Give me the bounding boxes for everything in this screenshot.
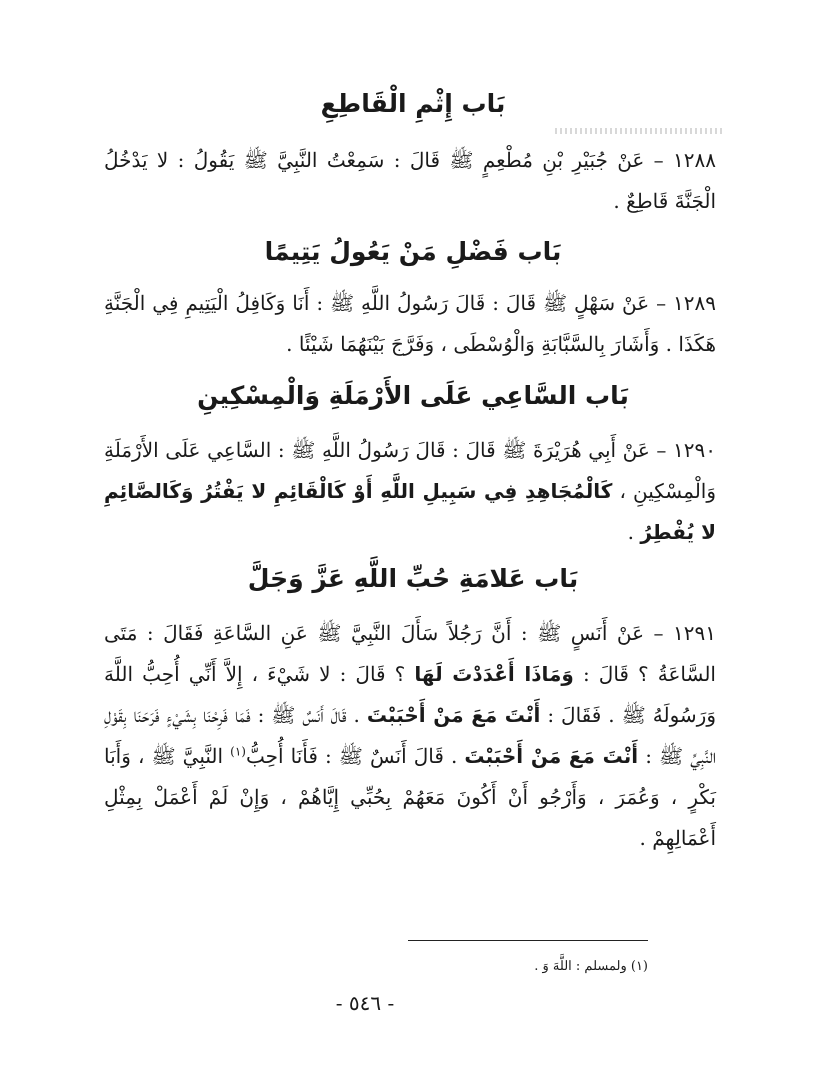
hadith-emphasis: كَالْمُجَاهِدِ فِي سَبِيلِ اللَّهِ أَوْ كَالْقَائِمِ لا يَفْتُرُ وَكَالصَّائِمِ لا يُفْطِرُ: [104, 479, 716, 544]
page-number: - ٥٤٦ -: [335, 991, 395, 1015]
hadith-emphasis: وَمَاذَا أَعْدَدْتَ لَهَا: [414, 662, 574, 686]
hadith-emphasis: أَنْتَ مَعَ مَنْ أَحْبَبْتَ: [366, 703, 541, 727]
chapter-heading-widow-helper: بَاب السَّاعِي عَلَى الأَرْمَلَةِ وَالْمِسْكِينِ: [197, 381, 629, 410]
hadith-text: ١٢٨٨ – عَنْ جُبَيْرِ بْنِ مُطْعِمٍ ﷺ قَالَ : سَمِعْتُ النَّبِيَّ ﷺ يَقُولُ : لا يَدْخُلُ الْجَنَّةَ قَاطِعٌ .: [104, 148, 716, 213]
hadith-text: ؟ قَالَ : لا شَيْءَ ، إِلاَّ أَنِّي أُحِبُّ اللَّهَ وَرَسُولَهُ ﷺ . فَقَالَ :: [104, 662, 716, 727]
hadith-1288: [104, 140, 716, 222]
hadith-text: . قَالَ أَنَسٌ ﷺ : فَمَا فَرِحْنَا بِشَيْءٍ فَرَحَنَا بِقَوْلِ النَّبِيِّ ﷺ :: [104, 703, 717, 768]
hadith-text: ١٢٨٩ – عَنْ سَهْلٍ ﷺ قَالَ : قَالَ رَسُولُ اللَّهِ ﷺ : أَنَا وَكَافِلُ الْيَتِيمِ فِي الْجَنَّةِ هَكَذَا . وَأَشَارَ بِالسَّبَّابَةِ وَالْوُسْطَى ، وَفَرَّجَ بَيْنَهُمَا شَيْئًا .: [104, 291, 716, 356]
chapter-heading-orphan-sponsor: بَاب فَضْلِ مَنْ يَعُولُ يَتِيمًا: [264, 237, 562, 266]
scan-artifact: [555, 128, 725, 134]
hadith-text: .: [627, 520, 641, 544]
hadith-text: النَّبِيَّ ﷺ ، وَأَبَا بَكْرٍ ، وَعُمَرَ ، وَأَرْجُو أَنْ أَكُونَ مَعَهُمْ بِحُبِّي إِيَّاهُمْ ، وَإِنْ لَمْ أَعْمَلْ بِمِثْلِ أَعْمَالِهِمْ .: [104, 744, 716, 850]
chapter-heading-love-of-god: بَاب عَلامَةِ حُبِّ اللَّهِ عَزَّ وَجَلَّ: [247, 564, 579, 593]
hadith-1289: [104, 283, 716, 365]
footnote-marker: (١): [230, 744, 246, 759]
hadith-text: ١٢٩٠ – عَنْ أَبِي هُرَيْرَةَ ﷺ قَالَ : قَالَ رَسُولُ اللَّهِ ﷺ : السَّاعِي عَلَى الأَرْمَلَةِ وَالْمِسْكِينِ ،: [104, 438, 716, 503]
chapter-heading-cutter-sin: بَاب إِثْمِ الْقَاطِعِ: [320, 89, 506, 118]
hadith-1290: [104, 430, 716, 553]
footnote-divider: [408, 940, 648, 941]
hadith-1291: [104, 613, 716, 859]
hadith-emphasis: أَنْتَ مَعَ مَنْ أَحْبَبْتَ: [464, 744, 639, 768]
hadith-text: ١٢٩١ – عَنْ أَنَسٍ ﷺ : أَنَّ رَجُلاً سَأَلَ النَّبِيَّ ﷺ عَنِ السَّاعَةِ فَقَالَ : مَتَى السَّاعَةُ ؟ قَالَ :: [104, 621, 716, 686]
hadith-text: . قَالَ أَنَسٌ ﷺ : فَأَنَا أُحِبُّ: [245, 744, 465, 768]
footnote: (١) ولمسلم : اللَّهَ وَ .: [534, 959, 648, 974]
